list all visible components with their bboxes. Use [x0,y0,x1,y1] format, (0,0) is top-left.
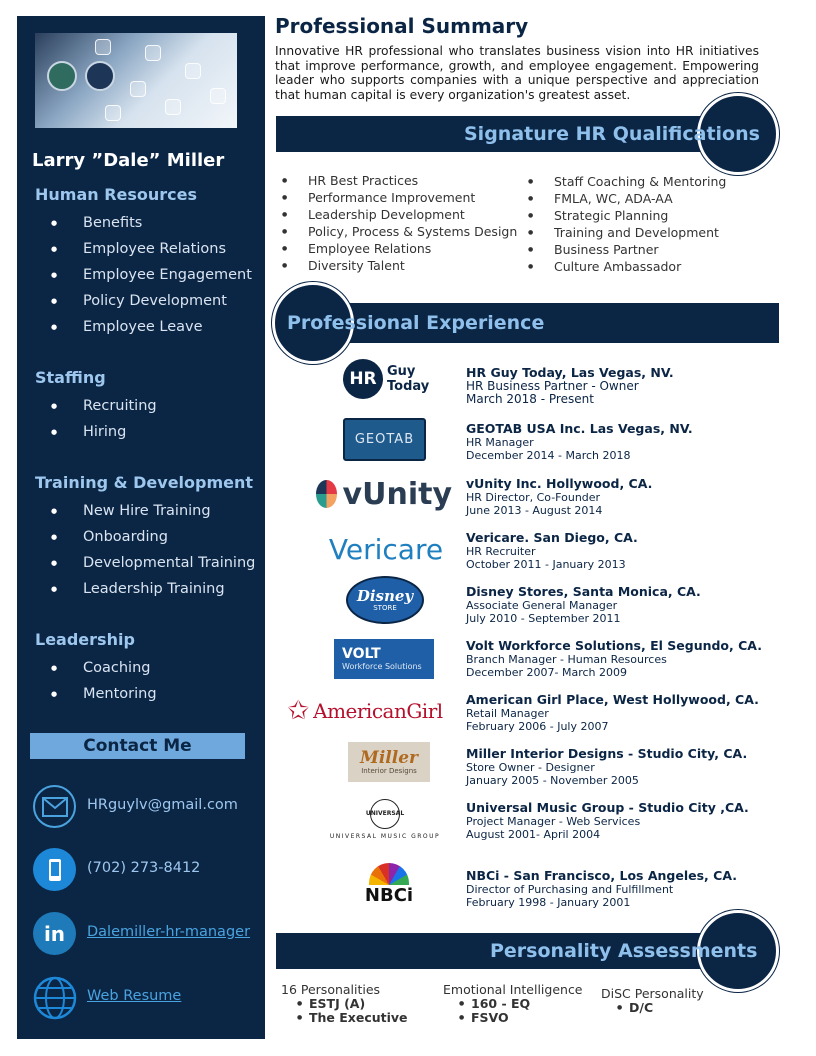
volt-logo [334,639,434,679]
section-title-human-resources: Human Resources [35,185,198,204]
list-item: ● Mentoring [17,681,157,707]
qualifications-list-right [524,173,726,275]
list-item: ● Policy, Process & Systems Design [278,223,517,240]
list-item: ● Leadership Training [17,576,255,602]
banner-decoration-icon [130,81,146,97]
web-resume-contact[interactable] [33,976,261,1022]
job-entry [466,801,749,842]
envelope-icon [33,785,76,828]
list-item: ● FMLA, WC, ADA-AA [524,190,726,207]
list-item: ● Performance Improvement [278,189,517,206]
job-role: HR Recruiter [466,544,536,558]
job-role: Director of Purchasing and Fulfillment [466,882,674,896]
disney-store-logo [346,576,424,624]
american-girl-logo [272,694,458,728]
job-dates: December 2007- March 2009 [466,666,628,679]
summary-text: Innovative HR professional who translates business vision into HR initiatives that improve performance, growth, and employee engagement. Empowering leader who supports companies with a unique perspective and appreciation that human capital is every organization's greatest asset. [275,44,759,102]
nbci-logo [359,856,419,914]
american-girl-wordmark: AmericanGirl [313,699,443,723]
list-item: ● Employee Relations [278,240,517,257]
assessment-item: ● D/C [601,1001,704,1015]
assessment-label: DiSC Personality [601,986,704,1001]
job-company: Vericare. San Diego, CA. [466,530,638,545]
human-resources-list [17,210,252,340]
vunity-wordmark: vUnity [342,476,452,512]
job-role: HR Manager [466,435,534,449]
job-role: HR Director, Co-Founder [466,490,601,504]
list-item: ● Employee Relations [17,236,252,262]
hr-logo-mark: HR [343,359,383,399]
job-company: NBCi - San Francisco, Los Angeles, CA. [466,868,737,883]
linkedin-link[interactable]: Dalemiller-hr-manager [87,924,251,940]
banner-decoration-icon [165,99,181,115]
job-entry [466,869,737,910]
team-icon [47,61,77,91]
list-item: ● HR Best Practices [278,172,517,189]
candidate-name: Larry ”Dale” Miller [32,150,225,171]
staffing-list [17,393,157,445]
job-company: Miller Interior Designs - Studio City, CA. [466,746,748,761]
volt-wordmark: VOLT [342,645,381,662]
list-item: ● New Hire Training [17,498,255,524]
assessment-item: ● ESTJ (A) [281,997,408,1011]
assessment-emotional-intelligence [443,982,583,1025]
job-dates: January 2005 - November 2005 [466,774,639,787]
job-dates: February 1998 - January 2001 [466,896,631,909]
job-company: Volt Workforce Solutions, El Segundo, CA. [466,638,762,653]
job-company: HR Guy Today, Las Vegas, NV. [466,365,674,380]
job-entry [466,693,759,734]
banner-decoration-icon [185,63,201,79]
banner-decoration-icon [210,88,226,104]
globe-icon [33,976,76,1019]
disney-sub: STORE [373,603,397,612]
job-company: Disney Stores, Santa Monica, CA. [466,584,701,599]
assessment-16-personalities [281,982,408,1025]
vericare-logo: Vericare [328,532,444,566]
assessment-item: ● The Executive [281,1011,408,1025]
job-entry [466,747,747,788]
job-entry [466,585,701,626]
vunity-logo [316,472,452,516]
training-list [17,498,255,602]
web-resume-link[interactable]: Web Resume [87,988,182,1004]
hr-logo-sub: Guy Today [387,364,430,394]
list-item: ● Strategic Planning [524,207,726,224]
universal-logo [327,796,443,842]
list-item: ● Culture Ambassador [524,258,726,275]
assessment-label: 16 Personalities [281,982,381,997]
job-role: HR Business Partner - Owner [466,378,639,393]
job-company: vUnity Inc. Hollywood, CA. [466,476,653,491]
assessment-label: Emotional Intelligence [443,982,583,997]
job-dates: December 2014 - March 2018 [466,449,631,462]
miller-sub: Interior Designs [361,766,417,775]
summary-title: Professional Summary [275,14,529,38]
vunity-mark-icon [316,480,337,508]
phone-contact[interactable] [33,848,261,894]
job-dates: July 2010 - September 2011 [466,612,621,625]
list-item: ● Benefits [17,210,252,236]
job-entry [466,477,652,518]
assessment-item: ● FSVO [443,1011,583,1025]
list-item: ● Employee Leave [17,314,252,340]
job-dates: March 2018 - Present [466,392,594,406]
list-item: ● Training and Development [524,224,726,241]
list-item: ● Diversity Talent [278,257,517,274]
hr-guy-today-logo [342,359,438,399]
miller-wordmark: Miller [360,747,418,768]
list-item: ● Leadership Development [278,206,517,223]
section-title-staffing: Staffing [35,368,106,387]
list-item: ● Coaching [17,655,157,681]
geotab-logo: GEOTAB [343,418,426,461]
sidebar [17,16,265,1039]
job-role: Retail Manager [466,706,549,720]
star-icon: ✩ [287,696,310,726]
banner-decoration-icon [145,45,161,61]
contact-heading: Contact Me [30,733,245,759]
search-person-icon [85,61,115,91]
job-entry [466,531,638,572]
email-address[interactable]: HRguylv@gmail.com [87,797,238,813]
banner-image [35,33,237,128]
job-dates: June 2013 - August 2014 [466,504,603,517]
email-contact[interactable] [33,785,261,831]
job-entry [466,639,762,680]
assessments-title: Personality Assessments [490,940,758,962]
job-role: Associate General Manager [466,598,618,612]
list-item: ● Employee Engagement [17,262,252,288]
job-role: Branch Manager - Human Resources [466,652,667,666]
job-entry [466,366,674,407]
qualifications-list-left [278,172,517,274]
list-item: ● Policy Development [17,288,252,314]
job-role: Project Manager - Web Services [466,814,641,828]
phone-icon [33,848,76,891]
job-dates: August 2001- April 2004 [466,828,601,841]
assessment-disc [601,986,704,1015]
banner-decoration-icon [95,39,111,55]
volt-sub: Workforce Solutions [342,661,422,671]
miller-logo [348,742,430,782]
job-entry [466,422,693,463]
list-item: ● Staff Coaching & Mentoring [524,173,726,190]
list-item: ● Recruiting [17,393,157,419]
job-dates: February 2006 - July 2007 [466,720,609,733]
job-company: American Girl Place, West Hollywood, CA. [466,692,759,707]
universal-sub: UNIVERSAL MUSIC GROUP [329,832,441,840]
leadership-list [17,655,157,707]
job-company: Universal Music Group - Studio City ,CA. [466,800,749,815]
linkedin-icon: in [33,912,76,955]
list-item: ● Developmental Training [17,550,255,576]
list-item: ● Business Partner [524,241,726,258]
assessment-item: ● 160 - EQ [443,997,583,1011]
banner-decoration-icon [105,105,121,121]
section-title-training: Training & Development [35,473,254,492]
peacock-icon [369,863,409,885]
section-title-leadership: Leadership [35,630,135,649]
list-item: ● Hiring [17,419,157,445]
list-item: ● Onboarding [17,524,255,550]
disney-wordmark: Disney [356,586,414,605]
qualifications-title: Signature HR Qualifications [464,123,760,145]
job-company: GEOTAB USA Inc. Las Vegas, NV. [466,421,693,436]
experience-title: Professional Experience [287,312,545,334]
job-role: Store Owner - Designer [466,760,595,774]
phone-number[interactable]: (702) 273-8412 [87,860,201,876]
nbci-wordmark: NBCi [364,885,414,906]
linkedin-contact[interactable] [33,912,261,958]
universal-globe-icon: UNIVERSAL [370,799,400,829]
job-dates: October 2011 - January 2013 [466,558,626,571]
